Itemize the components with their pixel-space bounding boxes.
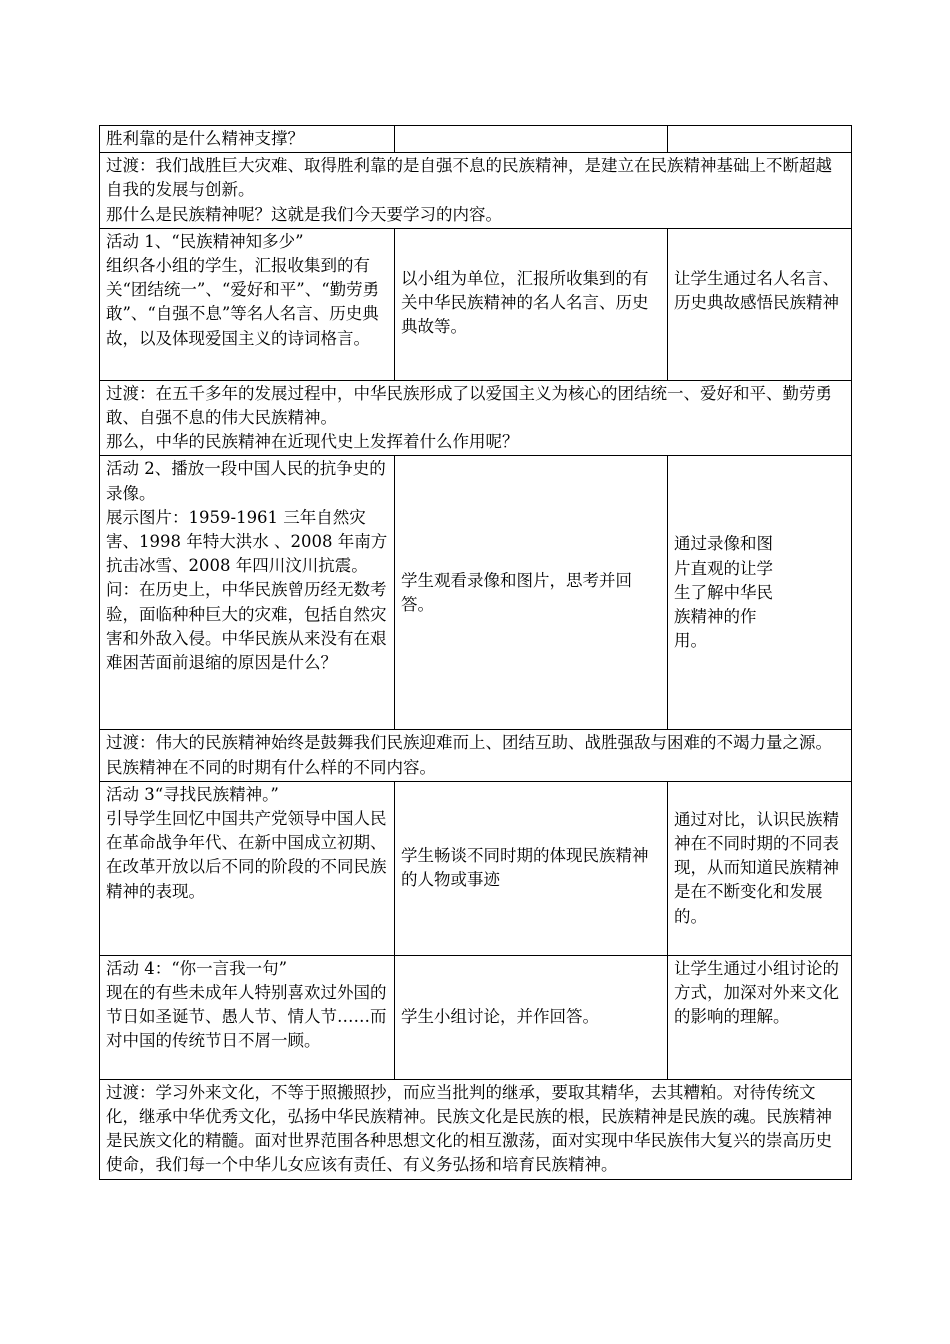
student-activity-cell: 学生观看录像和图片，思考并回答。 bbox=[395, 456, 668, 730]
activity-title: 活动 2、播放一段中国人民的抗争史的录像。 bbox=[106, 459, 386, 503]
student-activity-cell: 学生畅谈不同时期的体现民族精神的人物或事迹 bbox=[395, 781, 668, 955]
transition-text: 过渡：我们战胜巨大灾难、取得胜利靠的是自强不息的民族精神，是建立在民族精神基础上不断超越自我的发展与创新。 bbox=[106, 156, 832, 200]
transition-row bbox=[100, 380, 852, 456]
transition-cell bbox=[100, 730, 852, 781]
cell-empty bbox=[395, 126, 668, 153]
design-purpose-cell: 通过录像和图片直观的让学生了解中华民族精神的作用。 bbox=[668, 456, 852, 730]
cell-empty bbox=[668, 126, 852, 153]
activity-title: 活动 4：“你一言我一句” bbox=[106, 958, 288, 978]
table-row bbox=[100, 126, 852, 153]
transition-text: 那么，中华的民族精神在近现代史上发挥着什么作用呢？ bbox=[106, 432, 519, 452]
activity-title: 活动 1、“民族精神知多少” bbox=[106, 231, 304, 251]
activity-body: 组织各小组的学生，汇报收集到的有关“团结统一”、“爱好和平”、“勤劳勇敢”、“自强不息”等名人名言、历史典故，以及体现爱国主义的诗词格言。 bbox=[106, 256, 380, 348]
cell-question: 胜利靠的是什么精神支撑？ bbox=[100, 126, 395, 153]
activity-body: 引导学生回忆中国共产党领导中国人民在革命战争年代、在新中国成立初期、在改革开放以后不同的阶段的不同民族精神的表现。 bbox=[106, 809, 387, 901]
teacher-activity-cell bbox=[100, 955, 395, 1079]
transition-cell bbox=[100, 1079, 852, 1179]
transition-row bbox=[100, 1079, 852, 1179]
activity-row bbox=[100, 955, 852, 1079]
transition-text: 过渡：学习外来文化，不等于照搬照抄，而应当批判的继承，要取其精华，去其糟粕。对待传统文化，继承中华优秀文化，弘扬中华民族精神。民族文化是民族的根，民族精神是民族的魂。民族精神是民族文化的精髓。面对世界范围各种思想文化的相互激荡，面对实现中华民族伟大复兴的崇高历史使命，我们每一个中华儿女应该有责任、有义务弘扬和培育民族精神。 bbox=[106, 1082, 832, 1175]
design-purpose-cell: 让学生通过名人名言、历史典故感悟民族精神 bbox=[668, 228, 852, 380]
activity-pictures: 展示图片：1959-1961 三年自然灾害、1998 年特大洪水 、2008 年南方抗击冰雪、2008 年四川汶川抗震。 bbox=[106, 507, 388, 576]
teacher-activity-cell bbox=[100, 781, 395, 955]
transition-text: 过渡：在五千多年的发展过程中，中华民族形成了以爱国主义为核心的团结统一、爱好和平、勤劳勇敢、自强不息的伟大民族精神。 bbox=[106, 383, 832, 428]
teacher-activity-cell bbox=[100, 456, 395, 730]
transition-text: 过渡：伟大的民族精神始终是鼓舞我们民族迎难而上、团结互助、战胜强敌与困难的不竭力量之源。民族精神在不同的时期有什么样的不同内容。 bbox=[106, 733, 832, 777]
transition-row bbox=[100, 153, 852, 229]
activity-row bbox=[100, 456, 852, 730]
teacher-activity-cell bbox=[100, 228, 395, 380]
transition-row bbox=[100, 730, 852, 781]
lesson-plan-table bbox=[99, 125, 852, 1180]
transition-cell bbox=[100, 153, 852, 229]
transition-cell bbox=[100, 380, 852, 456]
activity-question: 问：在历史上，中华民族曾历经无数考验，面临种种巨大的灾难，包括自然灾害和外敌入侵。中华民族从来没有在艰难困苦面前退缩的原因是什么？ bbox=[106, 580, 387, 673]
activity-row bbox=[100, 228, 852, 380]
transition-text: 那什么是民族精神呢？这就是我们今天要学习的内容。 bbox=[106, 204, 502, 224]
activity-body: 现在的有些未成年人特别喜欢过外国的节日如圣诞节、愚人节、情人节……而对中国的传统节日不屑一顾。 bbox=[106, 983, 387, 1051]
design-purpose-cell: 通过对比，认识民族精神在不同时期的不同表现，从而知道民族精神是在不断变化和发展的。 bbox=[668, 781, 852, 955]
design-purpose-cell: 让学生通过小组讨论的方式，加深对外来文化的影响的理解。 bbox=[668, 955, 852, 1079]
student-activity-cell: 学生小组讨论，并作回答。 bbox=[395, 955, 668, 1079]
student-activity-cell: 以小组为单位，汇报所收集到的有关中华民族精神的名人名言、历史典故等。 bbox=[395, 228, 668, 380]
activity-row bbox=[100, 781, 852, 955]
activity-title: 活动 3“寻找民族精神。” bbox=[106, 784, 279, 804]
